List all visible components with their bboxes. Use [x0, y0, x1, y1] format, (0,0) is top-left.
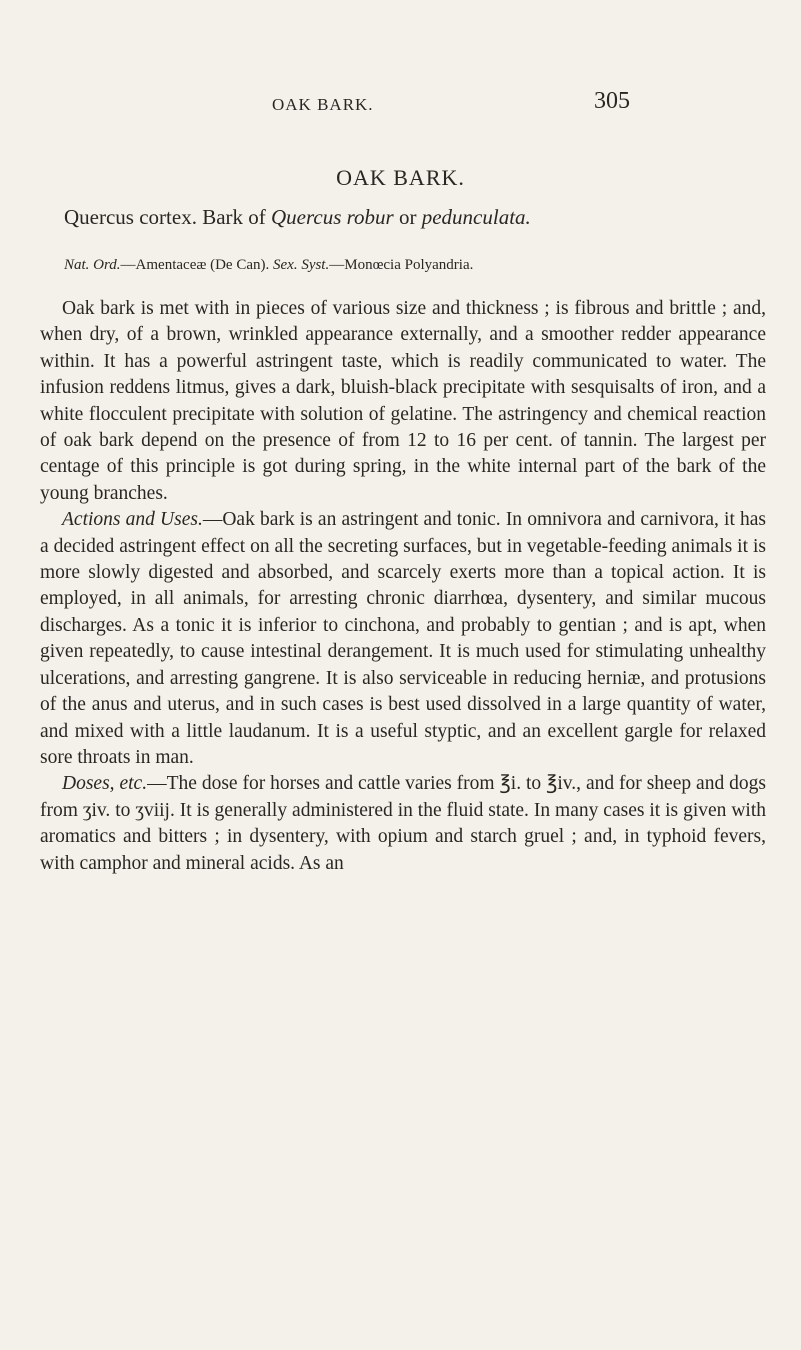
subtitle-text-1: Quercus cortex. Bark of [64, 205, 272, 229]
actions-text: —Oak bark is an astringent and tonic. In omnivora and carnivora, it has a decided astringent effect on all the secreting surfaces, but in vegetable-feeding animals it is more slowly digested and absorbed, and scarcely exerts more than a topical action. It is employed, in all animals, for arresting chronic diarrhœa, dysentery, and similar mucous discharges. As a tonic it is inferior to cinchona, and probably to gentian ; and is apt, when given repeatedly, to cause intestinal derangement. It is much used for stimulating unhealthy ulcerations, and arresting gangrene. It is also serviceable in reducing herniæ, and protusions of the anus and uterus, and in such cases is best used dissolved in a large quantity of water, and mixed with a little laudanum. It is a useful styptic, and an excellent gargle for relaxed sore throats in man. [40, 509, 767, 768]
nat-ord-value: —Amentaceæ (De Can). [120, 257, 273, 273]
actions-paragraph [40, 507, 766, 771]
sex-syst-value: —Monœcia Polyandria. [329, 257, 474, 273]
doses-label: Doses, etc. [62, 773, 148, 795]
body-text [40, 296, 766, 877]
latin-name-line [64, 205, 764, 230]
subtitle-text-2: or [393, 205, 422, 229]
section-heading: OAK BARK. [336, 165, 465, 190]
classification-line [64, 257, 764, 274]
description-paragraph: Oak bark is met with in pieces of various size and thickness ; is fibrous and brittle ; and, when dry, of a brown, wrinkled appearance externally, and a smoother redder appearance within. It has a powerful astringent taste, which is readily communicated to water. The infusion reddens litmus, gives a dark, bluish-black precipitate with sesquisalts of iron, and a white flocculent precipitate with solution of gelatine. The astringency and chemical reaction of oak bark depend on the presence of from 12 to 16 per cent. of tannin. The largest per centage of this principle is got during spring, in the white internal part of the bark of the young branches. [40, 298, 766, 504]
actions-label: Actions and Uses. [62, 509, 203, 531]
species-name-pedunculata: pedunculata. [421, 205, 531, 229]
doses-paragraph [40, 771, 766, 877]
sex-syst-label: Sex. Syst. [273, 257, 330, 273]
running-head [0, 88, 801, 118]
doses-text: —The dose for horses and cattle varies from ℥i. to ℥iv., and for sheep and dogs from ʒiv. to ʒviij. It is generally administered in the fluid state. In many cases it is given with aromatics and bitters ; in dysentery, with opium and starch gruel ; and, in typhoid fevers, with camphor and mineral acids. As an [40, 773, 766, 874]
nat-ord-label: Nat. Ord. [64, 257, 121, 273]
running-title: OAK BARK. [272, 95, 374, 114]
page-number: 305 [594, 88, 630, 114]
species-name-robur: Quercus robur [271, 205, 394, 229]
